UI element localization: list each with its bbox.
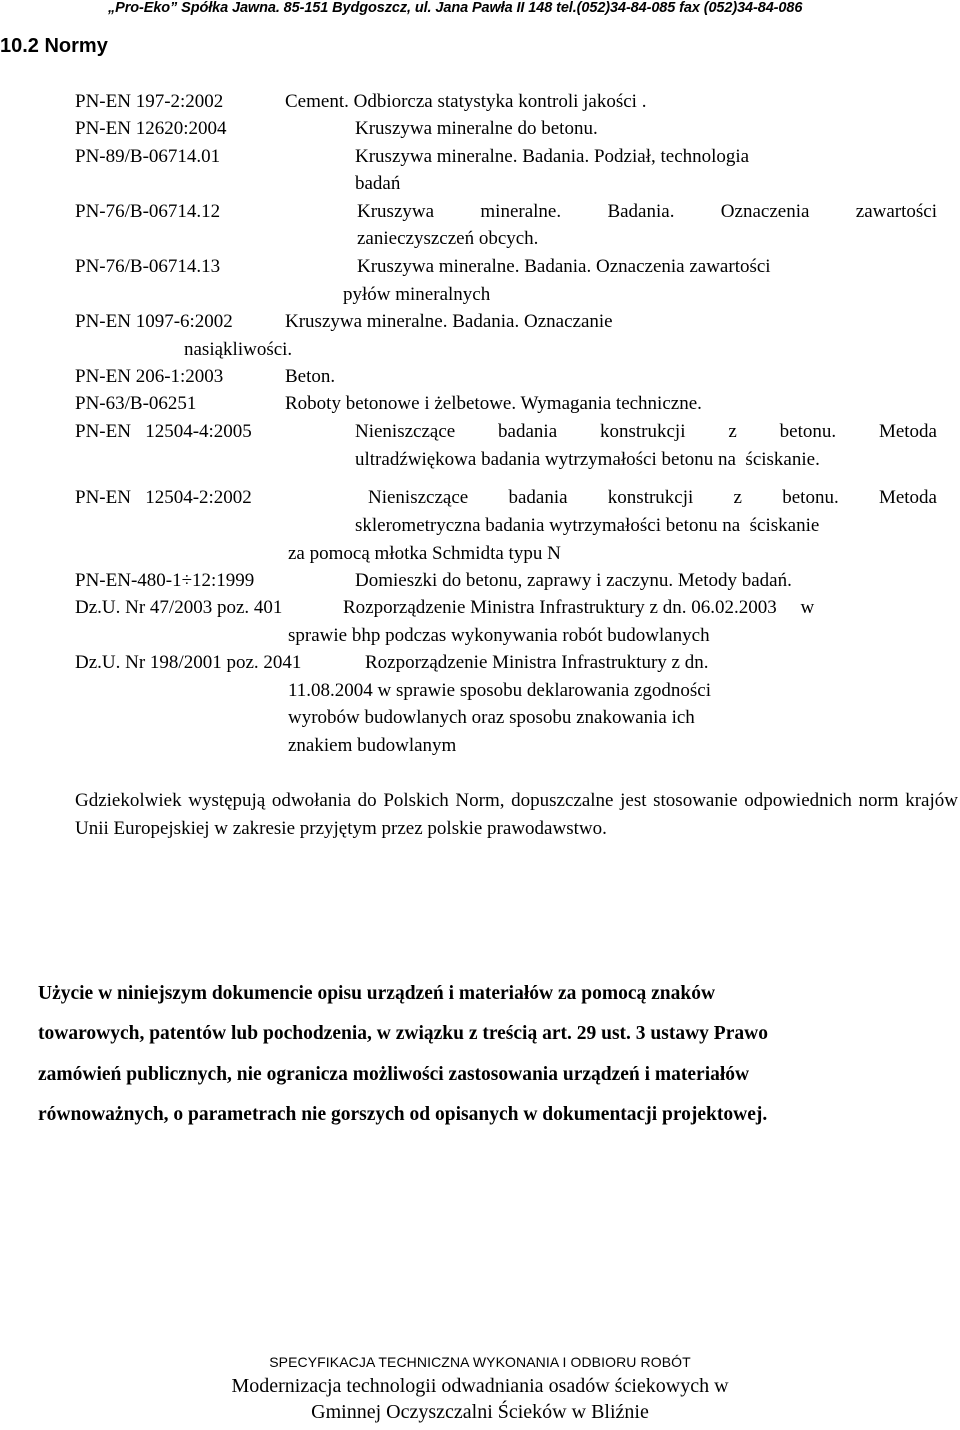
norm-code: PN-EN 1097-6:2002 xyxy=(75,311,233,332)
norm-code: PN-EN 12504-4:2005 xyxy=(75,421,252,442)
norm-code: PN-EN 12504-2:2002 xyxy=(75,487,252,508)
norm-title: Kruszywa mineralne. Badania. Oznaczenia zawartości xyxy=(357,256,771,277)
norm-code: PN-76/B-06714.12 xyxy=(75,201,221,222)
norm-title: Nieniszczące badania konstrukcji z betonu. Metoda xyxy=(355,421,937,442)
norm-title: Kruszywa mineralne. Badania. Oznaczanie xyxy=(285,311,613,332)
norm-title: Rozporządzenie Ministra Infrastruktury z dn. xyxy=(365,652,709,673)
norm-code: Dz.U. Nr 198/2001 poz. 2041 xyxy=(75,652,302,673)
norm-title-continuation: pyłów mineralnych xyxy=(343,284,491,305)
norm-title: Rozporządzenie Ministra Infrastruktury z dn. 06.02.2003 w xyxy=(343,597,815,618)
norm-title-continuation: sprawie bhp podczas wykonywania robót budowlanych xyxy=(288,625,710,646)
norm-title-continuation: ultradźwiękowa badania wytrzymałości betonu na ściskanie. xyxy=(355,449,820,470)
norm-title-continuation: 11.08.2004 w sprawie sposobu deklarowania zgodności xyxy=(288,680,712,701)
norm-title: Kruszywa mineralne do betonu. xyxy=(355,118,598,139)
footer-doc-type: SPECYFIKACJA TECHNICZNA WYKONANIA I ODBIORU ROBÓT xyxy=(269,1354,691,1370)
footer-project-line: Modernizacja technologii odwadniania osadów ściekowych w xyxy=(231,1375,729,1397)
bold-paragraph-line: towarowych, patentów lub pochodzenia, w związku z treścią art. 29 ust. 3 ustawy Prawo xyxy=(38,1023,768,1044)
norm-title-continuation: sklerometryczna badania wytrzymałości betonu na ściskanie xyxy=(355,515,820,536)
norm-title: Domieszki do betonu, zaprawy i zaczynu. Metody badań. xyxy=(355,570,792,591)
norm-code: PN-EN 12620:2004 xyxy=(75,118,227,139)
norm-title-continuation: zanieczyszczeń obcych. xyxy=(357,228,539,249)
norm-code: Dz.U. Nr 47/2003 poz. 401 xyxy=(75,597,283,618)
norm-title-continuation: badań xyxy=(355,173,401,194)
norm-title: Nieniszczące badania konstrukcji z betonu. Metoda xyxy=(368,487,937,508)
polish-norms-paragraph: Gdziekolwiek występują odwołania do Polskich Norm, dopuszczalne jest stosowanie odpowiednich norm krajów Unii Europejskiej w zakresie przyjętym przez polskie prawodawstwo. xyxy=(75,790,958,839)
norm-title: Beton. xyxy=(285,366,336,387)
norm-title-continuation: wyrobów budowlanych oraz sposobu znakowania ich xyxy=(288,707,695,728)
bold-paragraph-line: Użycie w niniejszym dokumencie opisu urządzeń i materiałów za pomocą znaków xyxy=(38,983,716,1004)
bold-paragraph-line: równoważnych, o parametrach nie gorszych od opisanych w dokumentacji projektowej. xyxy=(38,1104,768,1125)
header-company: „Pro-Eko” Spółka Jawna. 85-151 Bydgoszcz, ul. Jana Pawła II 148 tel.(052)34-84-085 fax (052)34-84-086 xyxy=(108,0,803,16)
norm-title-continuation: za pomocą młotka Schmidta typu N xyxy=(288,543,561,564)
norm-code: PN-EN-480-1÷12:1999 xyxy=(75,570,255,591)
norm-title: Kruszywa mineralne. Badania. Podział, technologia xyxy=(355,146,750,167)
norm-code: PN-63/B-06251 xyxy=(75,393,197,414)
footer-project-line: Gminnej Oczyszczalni Ścieków w Bliźnie xyxy=(311,1401,649,1423)
norm-code: PN-89/B-06714.01 xyxy=(75,146,221,167)
bold-paragraph-line: zamówień publicznych, nie ogranicza możliwości zastosowania urządzeń i materiałów xyxy=(38,1064,750,1085)
norm-code: PN-EN 197-2:2002 xyxy=(75,91,224,112)
norm-code: PN-EN 206-1:2003 xyxy=(75,366,224,387)
norm-title-continuation: znakiem budowlanym xyxy=(288,735,457,756)
section-title: 10.2 Normy xyxy=(0,35,108,57)
norm-title-continuation: nasiąkliwości. xyxy=(184,339,293,360)
norm-title: Kruszywa mineralne. Badania. Oznaczenia zawartości xyxy=(357,201,937,222)
norm-title: Cement. Odbiorcza statystyka kontroli jakości . xyxy=(285,91,647,112)
norm-code: PN-76/B-06714.13 xyxy=(75,256,221,277)
norm-title: Roboty betonowe i żelbetowe. Wymagania techniczne. xyxy=(285,393,702,414)
